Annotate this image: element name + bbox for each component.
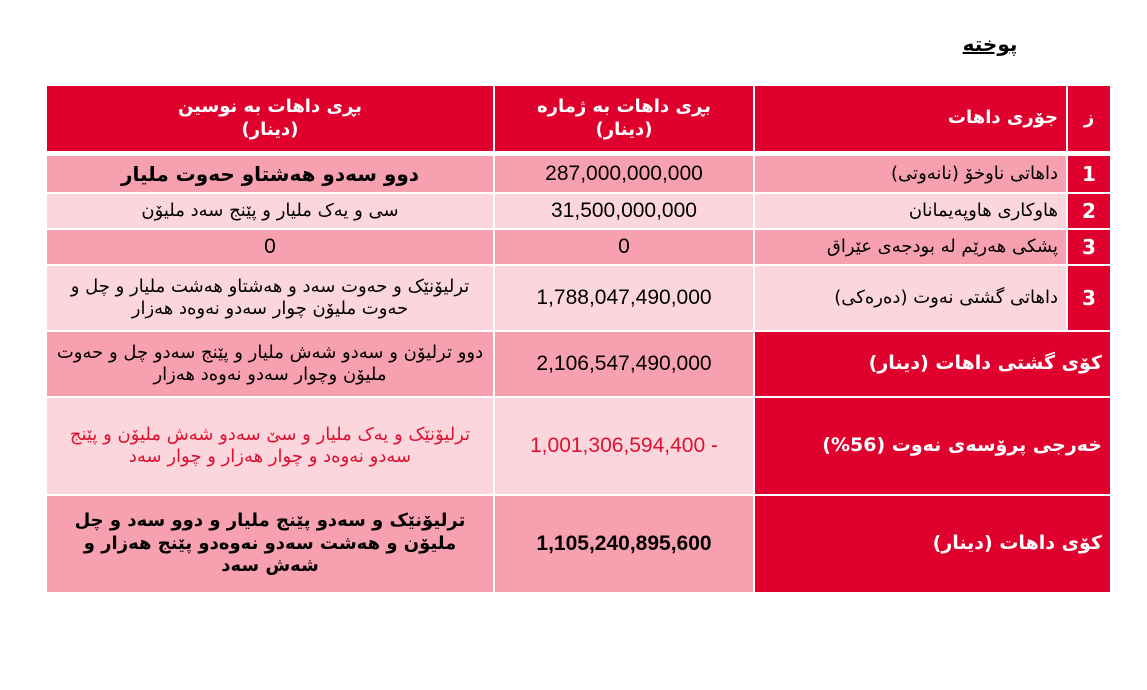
row-revenue-type: داهاتی ناوخۆ (نانەوتی): [753, 156, 1066, 194]
page-title: پوختە: [962, 32, 1018, 56]
summary-row-oil-expenses: [45, 398, 1112, 496]
summary-label: کۆی داهات (دینار): [753, 496, 1112, 594]
row-index: 1: [1066, 156, 1112, 194]
summary-amount-text: ترلیۆنێک و یەک ملیار و سێ سەدو شەش ملیۆن و پێنج سەدو نەوەد و چوار هەزار و چوار سەد: [45, 398, 493, 496]
header-amount-text: بڕی داهات بە نوسین (دینار): [45, 86, 493, 156]
row-amount-text: 0: [45, 230, 493, 266]
summary-label: کۆی گشتی داهات (دینار): [753, 332, 1112, 398]
table-row: [45, 266, 1112, 332]
header-revenue-type: جۆری داهات: [753, 86, 1066, 156]
row-amount-number: 1,788,047,490,000: [493, 266, 753, 332]
row-index: 3: [1066, 266, 1112, 332]
row-revenue-type: هاوکاری هاوپەیمانان: [753, 194, 1066, 230]
summary-amount-text: ترلیۆنێک و سەدو پێنج ملیار و دوو سەد و چل ملیۆن و هەشت سەدو نەوەدو پێنج هەزار و شەش سەد: [45, 496, 493, 594]
header-amount-number: بڕی داهات بە ژمارە (دینار): [493, 86, 753, 156]
revenue-summary-table: [45, 86, 1112, 594]
summary-amount-number: 2,106,547,490,000: [493, 332, 753, 398]
row-revenue-type: پشکی هەرێم لە بودجەی عێراق: [753, 230, 1066, 266]
table-row: [45, 194, 1112, 230]
summary-row-total: [45, 332, 1112, 398]
row-amount-text: دوو سەدو هەشتاو حەوت ملیار: [45, 156, 493, 194]
table-row: [45, 156, 1112, 194]
summary-amount-number: 1,105,240,895,600: [493, 496, 753, 594]
summary-amount-number: 1,001,306,594,400 -: [493, 398, 753, 496]
table-row: [45, 230, 1112, 266]
header-index: ز: [1066, 86, 1112, 156]
row-amount-text: ترلیۆنێک و حەوت سەد و هەشتاو هەشت ملیار و چل و حەوت ملیۆن چوار سەدو نەوەد هەزار: [45, 266, 493, 332]
row-index: 3: [1066, 230, 1112, 266]
row-amount-number: 31,500,000,000: [493, 194, 753, 230]
summary-row-net-revenue: [45, 496, 1112, 594]
row-amount-number: 0: [493, 230, 753, 266]
summary-amount-text: دوو ترلیۆن و سەدو شەش ملیار و پێنج سەدو چل و حەوت ملیۆن وچوار سەدو نەوەد هەزار: [45, 332, 493, 398]
row-amount-number: 287,000,000,000: [493, 156, 753, 194]
row-revenue-type: داهاتی گشتی نەوت (دەرەکی): [753, 266, 1066, 332]
table-header-row: [45, 86, 1112, 156]
row-index: 2: [1066, 194, 1112, 230]
summary-label: خەرجی پرۆسەی نەوت (56%): [753, 398, 1112, 496]
row-amount-text: سی و یەک ملیار و پێنج سەد ملیۆن: [45, 194, 493, 230]
